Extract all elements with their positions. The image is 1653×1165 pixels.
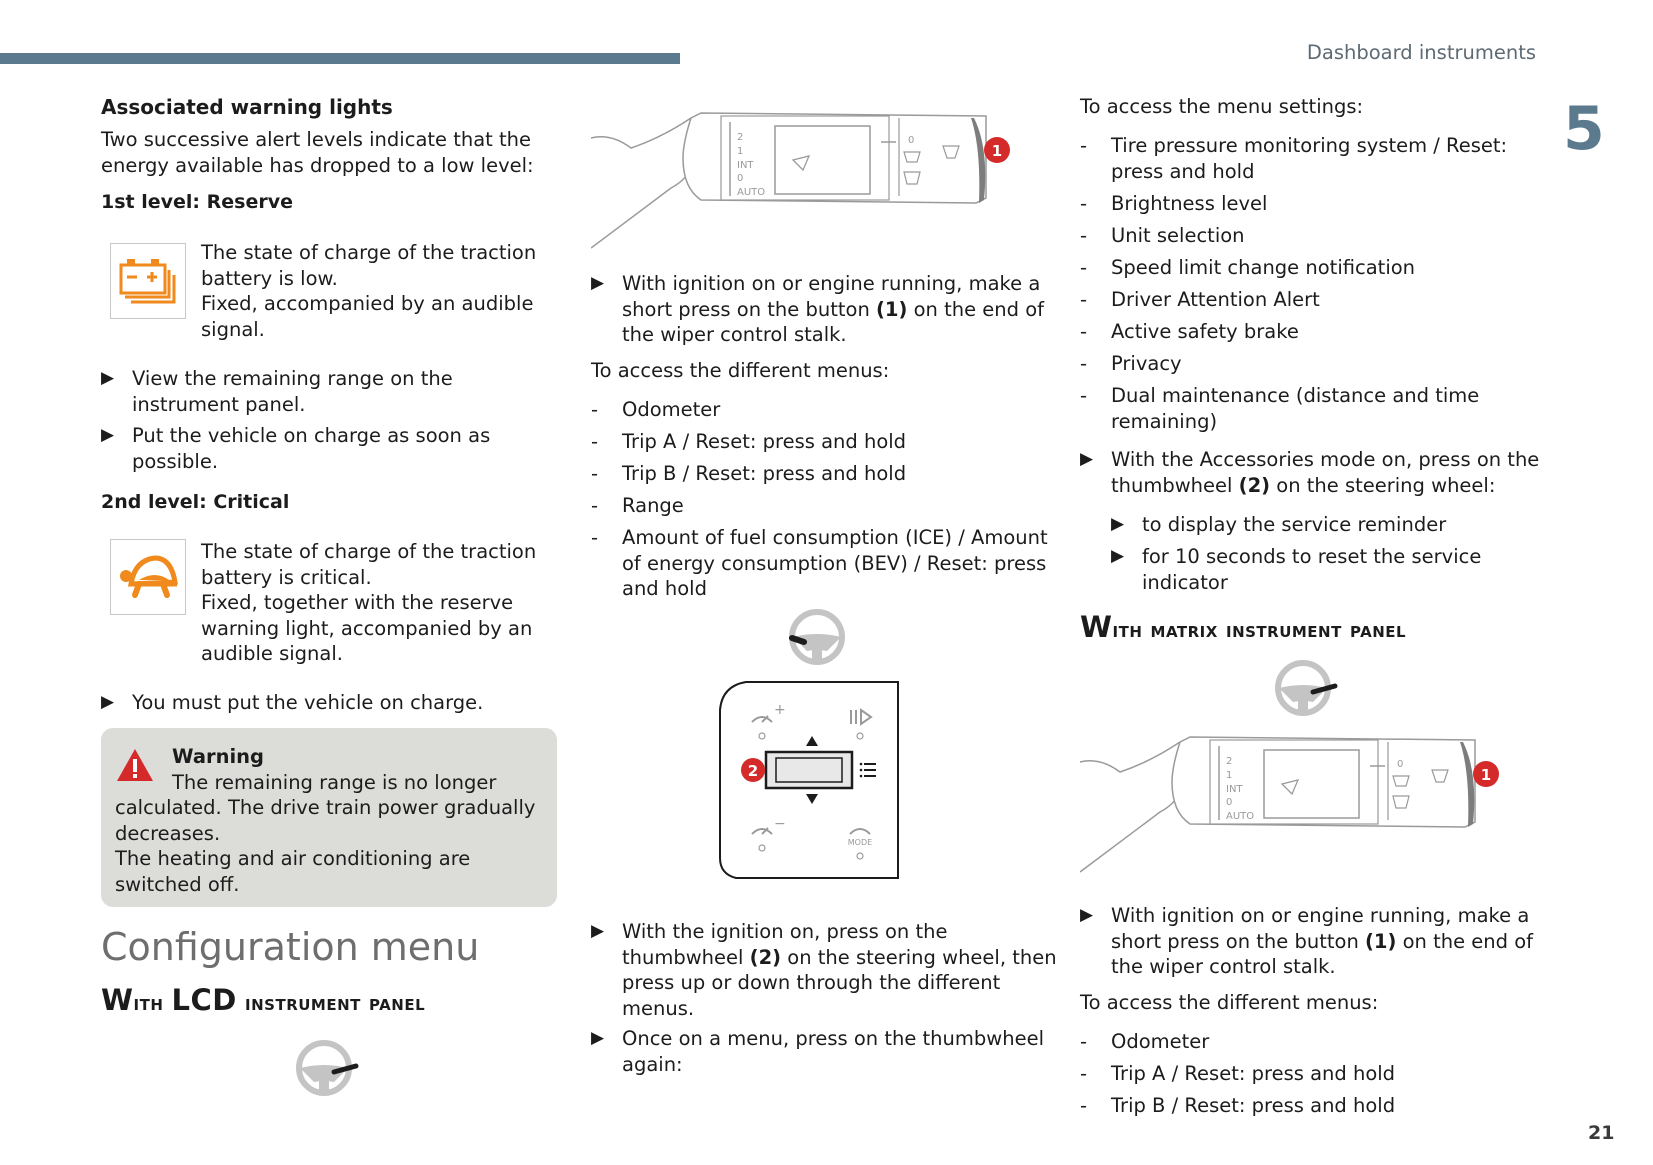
menu-item: - Trip A / Reset: press and hold	[1080, 1062, 1396, 1085]
level1-bullet: ▶ Put the vehicle on charge as soon as possible.	[101, 424, 491, 473]
level1-description	[201, 240, 561, 342]
arrow-icon: ▶	[1111, 514, 1125, 534]
warning-title: Warning	[172, 745, 264, 768]
arrow-icon: ▶	[101, 425, 115, 445]
service-sub-bullet: ▶ to display the service reminder	[1111, 513, 1447, 536]
service-sub-bullet: ▶ for 10 seconds to reset the service indicator	[1111, 545, 1482, 594]
wiper-stalk-diagram	[1080, 732, 1510, 877]
svg-text:−: −	[774, 816, 786, 832]
arrow-icon: ▶	[591, 921, 605, 941]
stalk-label-0: 0	[1226, 797, 1233, 808]
matrix-panel-heading: With matrix instrument panel	[1080, 610, 1407, 644]
menus-intro: To access the different menus:	[591, 359, 890, 382]
stalk-label-auto: AUTO	[737, 187, 766, 198]
lcd-bullet-press-button: ▶ With ignition on or engine running, make a short press on the button (1) on the end of the wiper control stalk.	[591, 272, 1045, 346]
warning-triangle-icon	[115, 747, 155, 783]
settings-item: - Tire pressure monitoring system / Reset: press and hold	[1080, 134, 1508, 183]
menu-item: - Trip B / Reset: press and hold	[591, 462, 907, 485]
wiper-stalk-diagram	[591, 108, 1021, 253]
level2-bullet: ▶ You must put the vehicle on charge.	[101, 691, 484, 714]
steering-wheel-icon	[1273, 660, 1339, 718]
assoc-intro-text: Two successive alert levels indicate that the energy available has dropped to a low level:	[101, 128, 534, 177]
level2-description	[201, 539, 561, 667]
stalk-label-r0: 0	[908, 135, 915, 146]
section-title: Dashboard instruments	[1306, 41, 1536, 64]
stalk-callout-1: 1	[1480, 766, 1492, 784]
stalk-callout-1: 1	[991, 142, 1003, 160]
arrow-icon: ▶	[591, 273, 605, 293]
header-accent-bar	[0, 53, 680, 64]
settings-item: - Driver Attention Alert	[1080, 288, 1320, 311]
chapter-number: 5	[1563, 94, 1605, 164]
matrix-menus-intro: To access the different menus:	[1080, 991, 1379, 1014]
arrow-icon: ▶	[1111, 546, 1125, 566]
stalk-label-0: 0	[737, 173, 744, 184]
turtle-icon	[110, 539, 186, 615]
settings-item: - Active safety brake	[1080, 320, 1299, 343]
settings-item: - Brightness level	[1080, 192, 1268, 215]
settings-item: - Speed limit change notification	[1080, 256, 1416, 279]
level1-text-a: The state of charge of the traction battery is low.	[201, 241, 537, 290]
warning-text-2: The heating and air conditioning are switched off.	[115, 847, 471, 896]
settings-item: - Unit selection	[1080, 224, 1245, 247]
thumbwheel-diagram	[716, 678, 916, 883]
level1-bullet: ▶ View the remaining range on the instrument panel.	[101, 367, 453, 416]
lcd-panel-heading: With LCD instrument panel	[101, 983, 426, 1017]
battery-reserve-icon	[110, 243, 186, 319]
stalk-label-2: 2	[1226, 756, 1233, 767]
stalk-label-2: 2	[737, 132, 744, 143]
level2-title: 2nd level: Critical	[101, 491, 290, 513]
settings-item: - Privacy	[1080, 352, 1182, 375]
arrow-icon: ▶	[591, 1028, 605, 1048]
arrow-icon: ▶	[101, 368, 115, 388]
level2-text-b: Fixed, together with the reserve warning light, accompanied by an audible signal.	[201, 591, 533, 665]
level1-title: 1st level: Reserve	[101, 191, 293, 213]
page-number: 21	[1588, 1122, 1615, 1144]
stalk-label-1: 1	[737, 146, 744, 157]
settings-item: - Dual maintenance (distance and time remaining)	[1080, 384, 1480, 433]
stalk-label-int: INT	[737, 160, 754, 171]
svg-text:+: +	[774, 702, 786, 718]
arrow-icon: ▶	[101, 692, 115, 712]
warning-text-1: The remaining range is no longer calculated. The drive train power gradually decreases.	[115, 770, 536, 845]
arrow-icon: ▶	[1080, 449, 1094, 469]
accessories-bullet: ▶ With the Accessories mode on, press on the thumbwheel (2) on the steering wheel:	[1080, 448, 1540, 497]
lcd-bullet-press-again: ▶ Once on a menu, press on the thumbwheel again:	[591, 1027, 1044, 1076]
mode-label: MODE	[847, 838, 873, 847]
stalk-label-auto: AUTO	[1226, 811, 1255, 822]
arrow-icon: ▶	[1080, 905, 1094, 925]
level2-text-a: The state of charge of the traction battery is critical.	[201, 540, 537, 589]
associated-warning-lights-heading: Associated warning lights	[101, 95, 393, 119]
thumbwheel-callout-2: 2	[747, 762, 759, 780]
menu-item: - Odometer	[1080, 1030, 1210, 1053]
stalk-label-r0: 0	[1397, 759, 1404, 770]
stalk-label-1: 1	[1226, 770, 1233, 781]
level1-text-b: Fixed, accompanied by an audible signal.	[201, 292, 534, 341]
menu-item: - Odometer	[591, 398, 721, 421]
menu-item: - Range	[591, 494, 684, 517]
warning-box	[101, 728, 557, 907]
steering-wheel-icon	[294, 1040, 360, 1098]
menu-item: - Amount of fuel consumption (ICE) / Amount of energy consumption (BEV) / Reset: press and hold	[591, 526, 1048, 600]
lcd-bullet-thumbwheel: ▶ With the ignition on, press on the thumbwheel (2) on the steering wheel, then press up or down through the different menus.	[591, 920, 1057, 1020]
menu-item: - Trip A / Reset: press and hold	[591, 430, 907, 453]
settings-intro: To access the menu settings:	[1080, 95, 1364, 118]
menu-item: - Trip B / Reset: press and hold	[1080, 1094, 1396, 1117]
matrix-bullet-press-button: ▶ With ignition on or engine running, make a short press on the button (1) on the end of the wiper control stalk.	[1080, 904, 1534, 978]
configuration-menu-title: Configuration menu	[101, 925, 480, 969]
steering-wheel-icon	[784, 608, 850, 666]
stalk-label-int: INT	[1226, 784, 1243, 795]
